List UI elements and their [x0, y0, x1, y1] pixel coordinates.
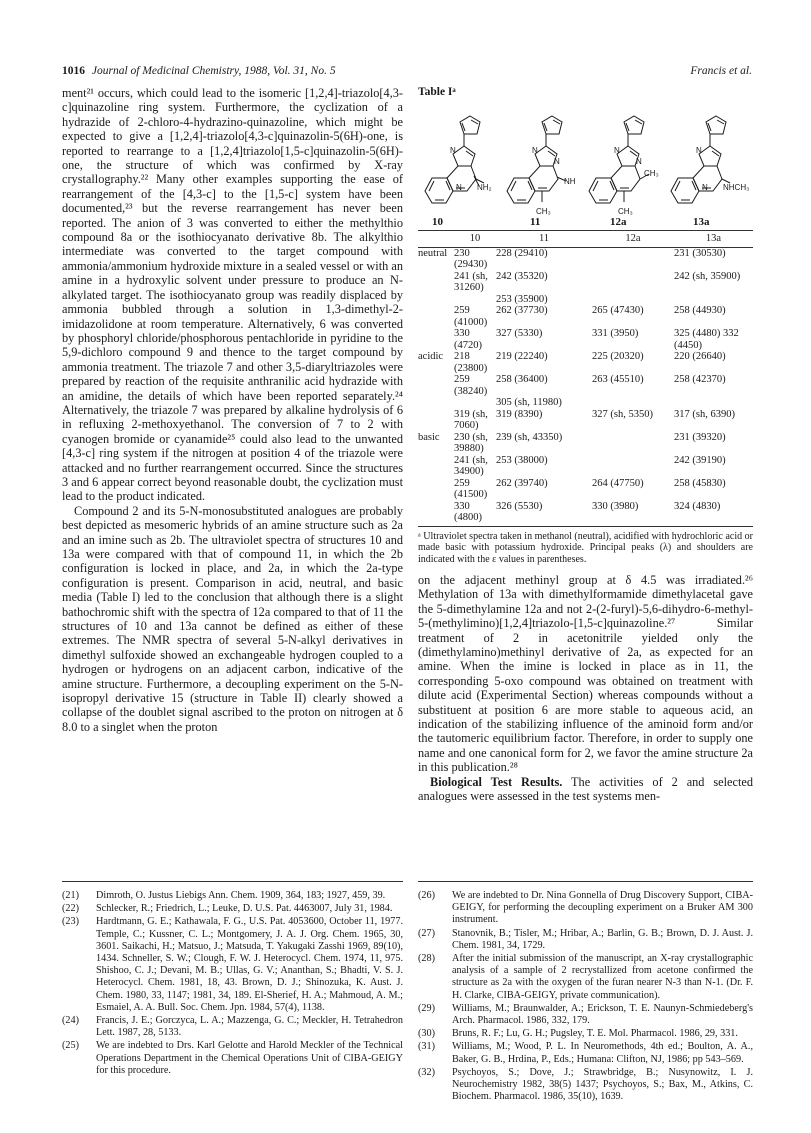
- column-header: 10: [454, 231, 496, 248]
- table-cell: [592, 294, 674, 306]
- table-cell: [674, 294, 753, 306]
- table-cell: 242 (sh, 35900): [674, 270, 741, 282]
- table-row: [418, 247, 753, 271]
- reference-number: (28): [418, 953, 435, 965]
- running-author: Francis et al.: [690, 65, 752, 77]
- table-cell: 259 (41000): [454, 305, 488, 328]
- structure-label: 10: [432, 216, 443, 228]
- body-paragraph: ment²¹ occurs, which could lead to the isomeric [1,2,4]-triazolo[4,3-c]quinazoline ring system. Furthermore, the cyclization of a hydrazide of 2-chloro-4-hydrazino-quinazoline, which might be expected to give a [1,2,4]-triazolo[4,3-c]quinazolin-5(6H)-one, is reported to rearrange to a [1,2,4]triazolo[1,5-c]quinazolin-5(6H)-one, the structure of which was confirmed by X-ray crystallography.²² Many other examples supporting the ease of rearrangement of the [4,3-c] to the [1,5-c] system have been documented,²³ but the reverse rearrangement has never been reported. The anion of 3 was converted to either the methylthio compound 8a or the isothiocyanato derivative 8b. The alkylthio intermediate was converted to the target compound with ammonia/ammonium hydroxide mixture in a sealed vessel or with an amine in a hydroxylic solvent under pressure to produce an N-alkylated target. The isothiocyanato group was readily displaced by ammonia bubbled through a solution in 1,3-dimethyl-2-imidazolidone at room temperature. Alternatively, 6 was converted by phosphoryl chloride/phosphorous pentachloride in pyridine to the 5,9-dichloro compound 9 and thence to the target compound by ammonia treatment. The triazole 7 and other 3,5-diaryltriazoles were prepared by reaction of the requisite anthranilic acid hydrazide with an amidine, the details of which have been reported separately.²⁴ Alternatively, the triazole 7 was prepared by alkaline hydrolysis of 6 in refluxing 2-methoxyethanol. The conversion of 7 to 2 with cyanogen bromide or cyanamide²⁵ could also lead to the unwanted [4,3-c] ring system if the nitrogen at position 4 of the triazole were attacked and no further rearrangement occurred. Since the structures 3 and 6 appear correct beyond reasonable doubt, the cyclization must lead to the product indicated.: [62, 86, 403, 504]
- table-cell: 259 (38240): [454, 374, 488, 397]
- atom-label: NHCH₃: [723, 183, 750, 192]
- reference-text: Psychoyos, S.; Dove, J.; Strawbridge, B.; Nusynowitz, I. J. Neurochemistry 1982, 38(5) 1437; Psychoyos, S.; Bax, M., Atkins, C. Biochem. Pharmacol. 1986, 35(10), 1639.: [452, 1066, 753, 1103]
- left-column: [62, 86, 403, 734]
- reference-number: (30): [418, 1028, 435, 1040]
- table-cell: 305 (sh, 11980): [496, 397, 562, 408]
- table-cell: [674, 397, 753, 409]
- atom-label: N: [636, 157, 642, 166]
- table-row: [418, 409, 753, 432]
- reference-text: We are indebted to Dr. Nina Gonnella of Drug Discovery Support, CIBA-GEIGY, for performing the decoupling experiment on a Bruker AM 300 instrument.: [452, 890, 753, 926]
- table-cell: 258 (45830): [674, 477, 726, 489]
- reference-item: [62, 890, 403, 902]
- reference-number: (25): [62, 1040, 79, 1052]
- table-cell: [454, 294, 496, 306]
- table-cell: [418, 397, 454, 409]
- table-cell: [592, 432, 674, 455]
- structure-label: 11: [530, 216, 541, 228]
- structure-label: 12a: [610, 216, 627, 228]
- running-head: [62, 65, 752, 77]
- table-cell: 327 (sh, 5350): [592, 408, 653, 420]
- table-cell: 330 (3980): [592, 501, 674, 527]
- body-paragraph: Compound 2 and its 5-N-monosubstituted analogues are probably best depicted as mesomeric hybrids of an amine structure such as 2a and an imine such as 2b. The ultraviolet spectra of structures 10 and 13a were compared with that of compound 11, in which the 2b configuration is locked in place, and 2a, in which the 2a-type configuration is present. Comparison in acid, neutral, and basic media (Table I) led to the conclusion that although there is a slight bathochromic shift with the spectra of 12a compared to that of 11 the structures of 10 and 13a cannot be defined as either of these extremes. The NMR spectra of several 5-N-alkyl derivatives in dimethyl sulfoxide showed an exchangeable hydrogen coupled to a hydrogen or hydrogens on an adjacent carbon, indicative of the amine structure. Furthermore, a decoupling experiment on the 5-N-isopropyl derivative 15 (structure in Table II) clearly showed a collapse of the doublet signal ascribed to the proton on nitrogen at δ 8.0 to a singlet when the proton: [62, 503, 403, 734]
- table-cell: 326 (5530): [496, 501, 592, 527]
- footnote-rule: [62, 881, 403, 882]
- reference-number: (29): [418, 1002, 435, 1014]
- right-body-text: [418, 573, 753, 804]
- reference-text: Francis, J. E.; Gorczyca, L. A.; Mazzenga, G. C.; Meckler, H. Tetrahedron Lett. 1987, 28, 5133.: [96, 1015, 403, 1039]
- table-cell: 263 (45510): [592, 374, 644, 385]
- table-cell: 319 (8390): [496, 408, 543, 420]
- table-cell: 218 (23800): [454, 351, 488, 374]
- table-row: [418, 328, 753, 351]
- column-header: 11: [496, 231, 592, 248]
- reference-item: [418, 1041, 753, 1065]
- structures-drawing: [418, 104, 753, 216]
- column-header: 12a: [592, 231, 674, 248]
- table-cell: 259 (41500): [454, 477, 488, 500]
- reference-number: (26): [418, 890, 435, 901]
- reference-item: [62, 903, 403, 915]
- reference-number: (23): [62, 916, 79, 928]
- table-header-row: [418, 231, 753, 248]
- table-cell: 330 (4720): [454, 328, 482, 351]
- subhead-text: The activities of 2 and selected analogues were assessed in the test systems men-: [418, 774, 753, 804]
- table-cell: [418, 501, 454, 527]
- atom-label: N: [696, 146, 702, 155]
- table-cell: [592, 247, 674, 271]
- table-cell: 327 (5330): [496, 328, 543, 339]
- table-cell: 331 (3950): [592, 328, 639, 339]
- reference-item: [418, 890, 753, 927]
- table-row: [418, 432, 753, 455]
- table-cell: 230 (sh, 39880): [454, 431, 488, 454]
- table-cell: [418, 328, 454, 351]
- table-row: [418, 455, 753, 478]
- reference-text: We are indebted to Drs. Karl Gelotte and Harold Meckler of the Technical Operations Department in the Chemical Operations Unit of CIBA-GEIGY for this procedure.: [96, 1040, 403, 1076]
- table-cell: 231 (39320): [674, 431, 726, 443]
- reference-number: (21): [62, 890, 79, 901]
- reference-item: [418, 928, 753, 952]
- page-number: 1016: [62, 65, 85, 77]
- table-cell: 264 (47750): [592, 477, 644, 489]
- reference-text: Williams, M.; Wood, P. L. In Neuromethods, 4th ed.; Boulton, A. A., Baker, G. B., Hrdina, P., Eds.; Humana: Clifton, NJ, 1986; pp 543–569.: [452, 1041, 753, 1065]
- table-title: Table Iᵃ: [418, 86, 456, 98]
- table-row: [418, 305, 753, 328]
- reference-text: Stanovnik, B.; Tisler, M.; Hribar, A.; Barlin, G. B.; Brown, D. J. Aust. J. Chem. 1981, 34, 1729.: [452, 927, 753, 951]
- table-cell: 258 (42370): [674, 374, 726, 385]
- table-cell: [418, 305, 454, 328]
- table-cell: 225 (20320): [592, 351, 644, 362]
- table-cell: 319 (sh, 7060): [454, 408, 488, 431]
- atom-label: CH₃: [618, 207, 633, 216]
- table-cell: 324 (4830): [674, 501, 753, 527]
- table-row: [418, 374, 753, 397]
- column-header: [418, 231, 454, 248]
- reference-item: [62, 1015, 403, 1039]
- table-cell: neutral: [418, 247, 448, 259]
- table-cell: 242 (39190): [674, 454, 726, 466]
- table-cell: [418, 294, 454, 306]
- atom-label: N: [554, 157, 560, 166]
- table-cell: 239 (sh, 43350): [496, 431, 563, 443]
- table-row: [418, 478, 753, 501]
- reference-text: Hardtmann, G. E.; Kathawala, F. G., U.S. Pat. 4053600, October 11, 1977. Temple, C.; Kussner, C. L.; Montgomery, J. A. J. Org. Chem. 1965, 30, 3601. Saikachi, H.; Matsuo, J.; Matsuda, T. Yakugaki Zasshi 1969, 89(10), 1434. Schneller, S. W.; Clough, F. W. J. Heterocycl. Chem. 1974, 11, 975. Shishoo, C. J.; Devani, M. B.; Ullas, G. V.; Ananthan, S.; Bhadti, V. S. J. Heterocycl. Chem. 1981, 18, 43. Brown, D. J.; Shinozuka, K. Aust. J. Chem. 1980, 33, 1147; 1981, 34, 189. El-Sherief, H. A.; Mahmoud, A. M.; Esmaiel, A. A. Bull. Soc. Chem. Jpn. 1984, 57(4), 1138.: [96, 916, 403, 1013]
- table-cell: 258 (36400): [496, 374, 548, 385]
- table-cell: 253 (35900): [496, 293, 548, 305]
- reference-number: (32): [418, 1066, 435, 1078]
- table-row: [418, 294, 753, 306]
- table-cell: 220 (26640): [674, 351, 726, 362]
- reference-item: [418, 1067, 753, 1104]
- table-cell: 241 (sh, 34900): [454, 454, 488, 477]
- table-cell: [418, 455, 454, 478]
- table-cell: 325 (4480) 332 (4450): [674, 328, 739, 351]
- body-paragraph: [418, 775, 753, 804]
- atom-label: CH₃: [536, 207, 551, 216]
- table-cell: basic: [418, 431, 440, 443]
- table-cell: 265 (47430): [592, 305, 644, 316]
- table-cell: [592, 397, 674, 409]
- table-cell: 330 (4800): [454, 501, 496, 527]
- reference-text: After the initial submission of the manuscript, an X-ray crystallographic analysis of a sample of 2 recrystallized from acetone confirmed the structure as 2a with the oxygen of the furan nearer N-3 than N-1. (Dr. F. H. Clarke, CIBA-GEIGY, private communication).: [452, 953, 753, 1001]
- atom-label: NH: [564, 177, 576, 186]
- table-cell: 241 (sh, 31260): [454, 270, 488, 293]
- reference-item: [418, 953, 753, 1002]
- table-row: [418, 351, 753, 374]
- reference-item: [62, 916, 403, 1014]
- section-subhead: Biological Test Results.: [430, 774, 563, 789]
- reference-number: (27): [418, 927, 435, 939]
- table-cell: [454, 397, 496, 409]
- reference-number: (31): [418, 1041, 435, 1053]
- structure-label: 13a: [693, 216, 710, 228]
- table-cell: [418, 374, 454, 397]
- table-cell: 230 (29430): [454, 247, 488, 270]
- reference-text: Bruns, R. F.; Lu, G. H.; Pugsley, T. E. Mol. Pharmacol. 1986, 29, 331.: [452, 1028, 738, 1040]
- reference-number: (24): [62, 1015, 79, 1027]
- column-header: 13a: [674, 231, 753, 248]
- table-cell: acidic: [418, 351, 444, 362]
- reference-number: (22): [62, 903, 79, 915]
- footnote-rule: [418, 881, 753, 882]
- table-cell: 253 (38000): [496, 454, 548, 466]
- body-paragraph: on the adjacent methinyl group at δ 4.5 was irradiated.²⁶ Methylation of 13a with dimethylformamide dimethylacetal gave the 5-dimethylamine 12a and not 2-(2-furyl)-5,6-dihydro-6-methyl-5-(methylimino)[1,2,4]triazolo-[1,5-c]quinazoline.²⁷ Similar treatment of 2 in acetonitrile yielded only the (dimethylamino)methinyl derivative of 2a, as expected for an amine. When the imine is locked in place as in 11, the corresponding 5-oxo compound was obtained on treatment with dilute acid (Experimental Section) whereas compounds without a substituent at position 6 are more stable to aqueous acid, an indication of the stabilizing influence of the aminoid form and/or the tautomeric equilibrium factor. Therefore, in order to supply one name and one canonical form for 2, we favor the amine structure 2a in this publication.²⁸: [418, 573, 753, 775]
- reference-item: [418, 1003, 753, 1027]
- reference-text: Williams, M.; Braunwalder, A.; Erickson, T. E. Naunyn-Schmiedeberg's Arch. Pharmacol. 1986, 332, 179.: [452, 1002, 753, 1027]
- table-cell: 242 (35320): [496, 270, 548, 282]
- table-cell: 219 (22240): [496, 351, 548, 362]
- table-row: [418, 397, 753, 409]
- table-cell: 228 (29410): [496, 247, 548, 259]
- atom-label: N: [532, 146, 538, 155]
- table-row: [418, 501, 753, 527]
- table-cell: [418, 478, 454, 501]
- reference-text: Schlecker, R.; Friedrich, L.; Leuke, D. U.S. Pat. 4463007, July 31, 1984.: [96, 903, 393, 915]
- uv-spectra-table: [418, 230, 753, 527]
- table-cell: [592, 455, 674, 478]
- table-cell: 262 (39740): [496, 477, 548, 489]
- table-cell: [592, 271, 674, 294]
- journal-citation: Journal of Medicinal Chemistry, 1988, Vol. 31, No. 5: [91, 65, 336, 77]
- references-left: [62, 890, 403, 1078]
- table-cell: [418, 271, 454, 294]
- atom-label: N: [702, 183, 708, 192]
- atom-label: N: [614, 146, 620, 155]
- right-column: [418, 86, 753, 804]
- table-footnote: ᵃ Ultraviolet spectra taken in methanol (neutral), acidified with hydrochloric acid or made basic with potassium hydroxide. Principal peaks (λ) and shoulders are indicated with the ε values in parentheses.: [418, 530, 753, 565]
- table-row: [418, 271, 753, 294]
- reference-text: Dimroth, O. Justus Liebigs Ann. Chem. 1909, 364, 183; 1927, 459, 39.: [96, 890, 386, 901]
- references-right: [418, 890, 753, 1104]
- chemical-structures: [418, 104, 753, 216]
- table-cell: 317 (sh, 6390): [674, 408, 735, 420]
- atom-label: CH₃: [644, 169, 659, 178]
- reference-item: [418, 1028, 753, 1040]
- atom-label: N: [450, 146, 456, 155]
- table-cell: [418, 409, 454, 432]
- atom-label: NH₂: [477, 183, 492, 192]
- structure-labels: [418, 216, 753, 230]
- table-cell: 258 (44930): [674, 305, 726, 316]
- table-cell: 231 (30530): [674, 247, 726, 259]
- atom-label: N: [456, 183, 462, 192]
- table-cell: 262 (37730): [496, 305, 548, 316]
- reference-item: [62, 1040, 403, 1077]
